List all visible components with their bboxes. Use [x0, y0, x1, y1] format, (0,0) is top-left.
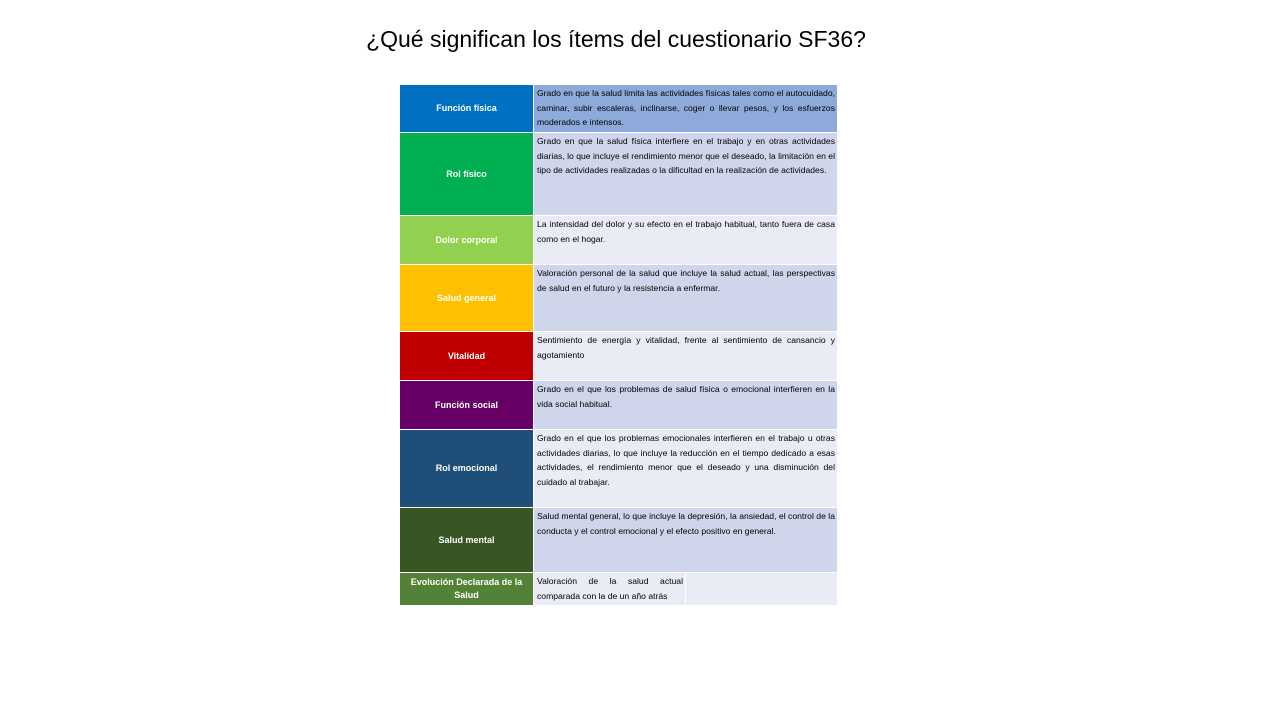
slide-title: ¿Qué significan los ítems del cuestionario SF36?	[366, 26, 866, 52]
dimension-cell: Rol físico	[400, 133, 534, 216]
dimension-cell: Función social	[400, 381, 534, 430]
empty-cell	[686, 573, 838, 606]
dimension-cell: Rol emocional	[400, 430, 534, 508]
description-cell: Grado en el que los problemas emocionales interfieren en el trabajo u otras actividades diarias, lo que incluye la reducción en el tiempo dedicado a esas actividades, el rendimiento menor que el deseado y una disminución del cuidado al trabajar.	[534, 430, 838, 508]
table-row	[400, 85, 838, 133]
description-cell: Grado en el que los problemas de salud física o emocional interfieren en la vida social habitual.	[534, 381, 838, 430]
table-row	[400, 265, 838, 332]
description-cell: Salud mental general, lo que incluye la depresión, la ansiedad, el control de la conducta y el control emocional y el efecto positivo en general.	[534, 508, 838, 573]
table-row	[400, 430, 838, 508]
dimension-cell: Salud mental	[400, 508, 534, 573]
description-cell: Grado en que la salud física interfiere en el trabajo y en otras actividades diarias, lo que incluye el rendimiento menor que el deseado, la limitación en el tipo de actividades realizadas o la dificultad en la realización de actividades.	[534, 133, 838, 216]
description-cell: Valoración de la salud actual comparada con la de un año atrás	[534, 573, 686, 606]
dimension-cell: Evolución Declarada de la Salud	[400, 573, 534, 606]
description-cell: Sentimiento de energía y vitalidad, frente al sentimiento de cansancio y agotamiento	[534, 332, 838, 381]
dimension-cell: Salud general	[400, 265, 534, 332]
dimension-cell: Vitalidad	[400, 332, 534, 381]
table-row	[400, 133, 838, 216]
dimension-cell: Función física	[400, 85, 534, 133]
description-cell: Grado en que la salud limita las actividades físicas tales como el autocuidado, caminar, subir escaleras, inclinarse, coger o llevar pesos, y los esfuerzos moderados e intensos.	[534, 85, 838, 133]
table-row	[400, 216, 838, 265]
table-row	[400, 332, 838, 381]
table-row	[400, 573, 838, 606]
dimension-cell: Dolor corporal	[400, 216, 534, 265]
description-cell: La intensidad del dolor y su efecto en el trabajo habitual, tanto fuera de casa como en el hogar.	[534, 216, 838, 265]
table-row	[400, 508, 838, 573]
sf36-items-table	[399, 84, 838, 606]
description-cell: Valoración personal de la salud que incluye la salud actual, las perspectivas de salud en el futuro y la resistencia a enfermar.	[534, 265, 838, 332]
table-row	[400, 381, 838, 430]
